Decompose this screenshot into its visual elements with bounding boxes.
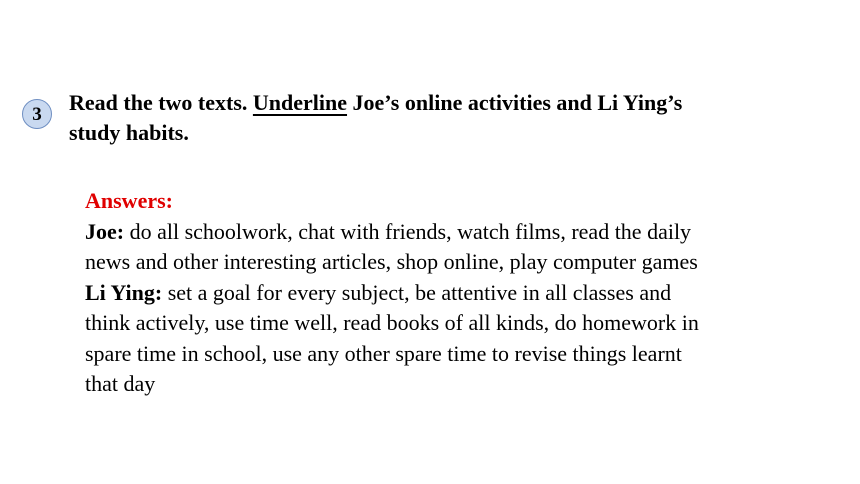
instruction-line-2: study habits. [69, 120, 189, 145]
joe-answer-text-1: do all schoolwork, chat with friends, watch films, read the daily [124, 218, 692, 244]
instruction-part-1: Read the two texts. [69, 90, 253, 115]
li-ying-label: Li Ying: [85, 279, 163, 305]
li-ying-answer-line-1 [85, 278, 825, 309]
joe-label: Joe: [85, 218, 125, 244]
instruction-text [69, 88, 829, 148]
joe-answer-line-2: news and other interesting articles, shop online, play computer games [85, 249, 698, 274]
answers-heading: Answers: [85, 188, 173, 213]
instruction-part-2: Joe’s online activities and Li Ying’s [347, 90, 683, 115]
li-ying-answer-line-4: that day [85, 371, 156, 396]
step-number-badge: 3 [22, 99, 52, 129]
instruction-underline-word: Underline [252, 90, 348, 115]
li-ying-answer-line-3: spare time in school, use any other spare time to revise things learnt [85, 340, 682, 366]
joe-answer-line-1 [85, 217, 825, 248]
li-ying-answer-line-2: think actively, use time well, read books of all kinds, do homework in [85, 310, 699, 335]
answers-block [85, 186, 825, 400]
instruction-line-1 [69, 88, 829, 118]
li-ying-answer-text-1: set a goal for every subject, be attentive in all classes and [162, 279, 672, 305]
